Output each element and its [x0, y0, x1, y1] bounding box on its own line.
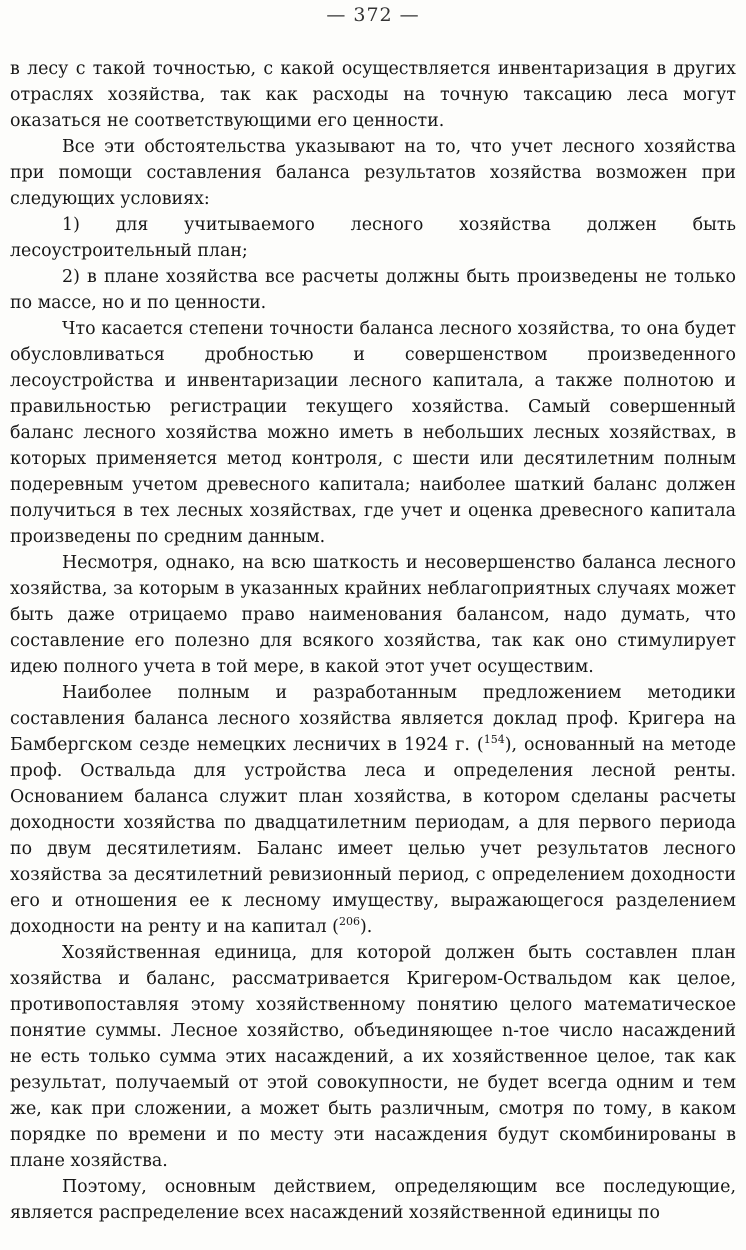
kriger-text-part-2: ), основанный на методе проф. Оствальда для устройства леса и определения лесной ренты. Основанием баланса служит план хозяйства, в котором сделаны расчеты доходности хозяйства по двадцатилетним периодам, а для первого периода по двум десятилетиям. Баланс имеет целью учет результатов лесного хозяйства за десятилетний ревизионный период, с определением доходности его и отношения ее к лесному имуществу, выражающегося разделением доходности на ренту и на капитал ( [10, 735, 736, 937]
page-body [10, 56, 736, 1226]
paragraph-balance-usefulness: Несмотря, однако, на всю шаткость и несовершенство баланса лесного хозяйства, за которым в указанных крайних неблагоприятных случаях может быть даже отрицаемо право наименования балансом, надо думать, что составление его полезно для всякого хозяйства, так как оно стимулирует идею полного учета в той мере, в какой этот учет осуществим. [10, 553, 736, 677]
footnote-reference-154: 154 [483, 733, 505, 747]
page-number: — 372 — [326, 4, 420, 26]
paragraph-condition-2: 2) в плане хозяйства все расчеты должны быть произведены не только по массе, но и по ценности. [10, 267, 736, 313]
kriger-text-part-3: ). [359, 917, 373, 937]
footnote-reference-206: 206 [338, 915, 360, 929]
paragraph-conditions-intro: Все эти обстоятельства указывают на то, что учет лесного хозяйства при помощи составления баланса результатов хозяйства возможен при следующих условиях: [10, 137, 736, 209]
paragraph-condition-1: 1) для учитываемого лесного хозяйства должен быть лесоустроительный план; [10, 215, 736, 261]
paragraph-kriger-method [10, 680, 736, 940]
paragraph-distribution: Поэтому, основным действием, определяющим все последующие, является распределение всех насаждений хозяйственной единицы по [10, 1177, 736, 1223]
paragraph-balance-accuracy: Что касается степени точности баланса лесного хозяйства, то она будет обусловливаться дробностью и совершенством произведенного лесоустройства и инвентаризации лесного капитала, а также полнотою и правильностью регистрации текущего хозяйства. Самый совершенный баланс лесного хозяйства можно иметь в небольших лесных хозяйствах, в которых применяется метод контроля, с шести или десятилетним полным подеревным учетом древесного капитала; наиболее шаткий баланс должен получиться в тех лесных хозяйствах, где учет и оценка древесного капитала произведены по средним данным. [10, 319, 736, 547]
kriger-text-part-1: Наиболее полным и разработанным предложением методики составления баланса лесного хозяйства является доклад проф. Кригера на Бамбергском сезде немецких лесничих в 1924 г. ( [10, 683, 736, 755]
paragraph-economic-unit: Хозяйственная единица, для которой должен быть составлен план хозяйства и баланс, рассматривается Кригером-Оствальдом как целое, противопоставляя этому хозяйственному понятию целого математическое понятие суммы. Лесное хозяйство, объединяющее n-тое число насаждений не есть только сумма этих насаждений, а их хозяйственное целое, так как результат, получаемый от этой совокупности, не будет всегда одним и тем же, как при сложении, а может быть различным, смотря по тому, в каком порядке по времени и по месту эти насаждения будут скомбинированы в плане хозяйства. [10, 943, 736, 1171]
paragraph-inventory-accuracy: в лесу с такой точностью, с какой осуществляется инвентаризация в других отраслях хозяйства, так как расходы на точную таксацию леса могут оказаться не соответствующими его ценности. [10, 59, 736, 131]
